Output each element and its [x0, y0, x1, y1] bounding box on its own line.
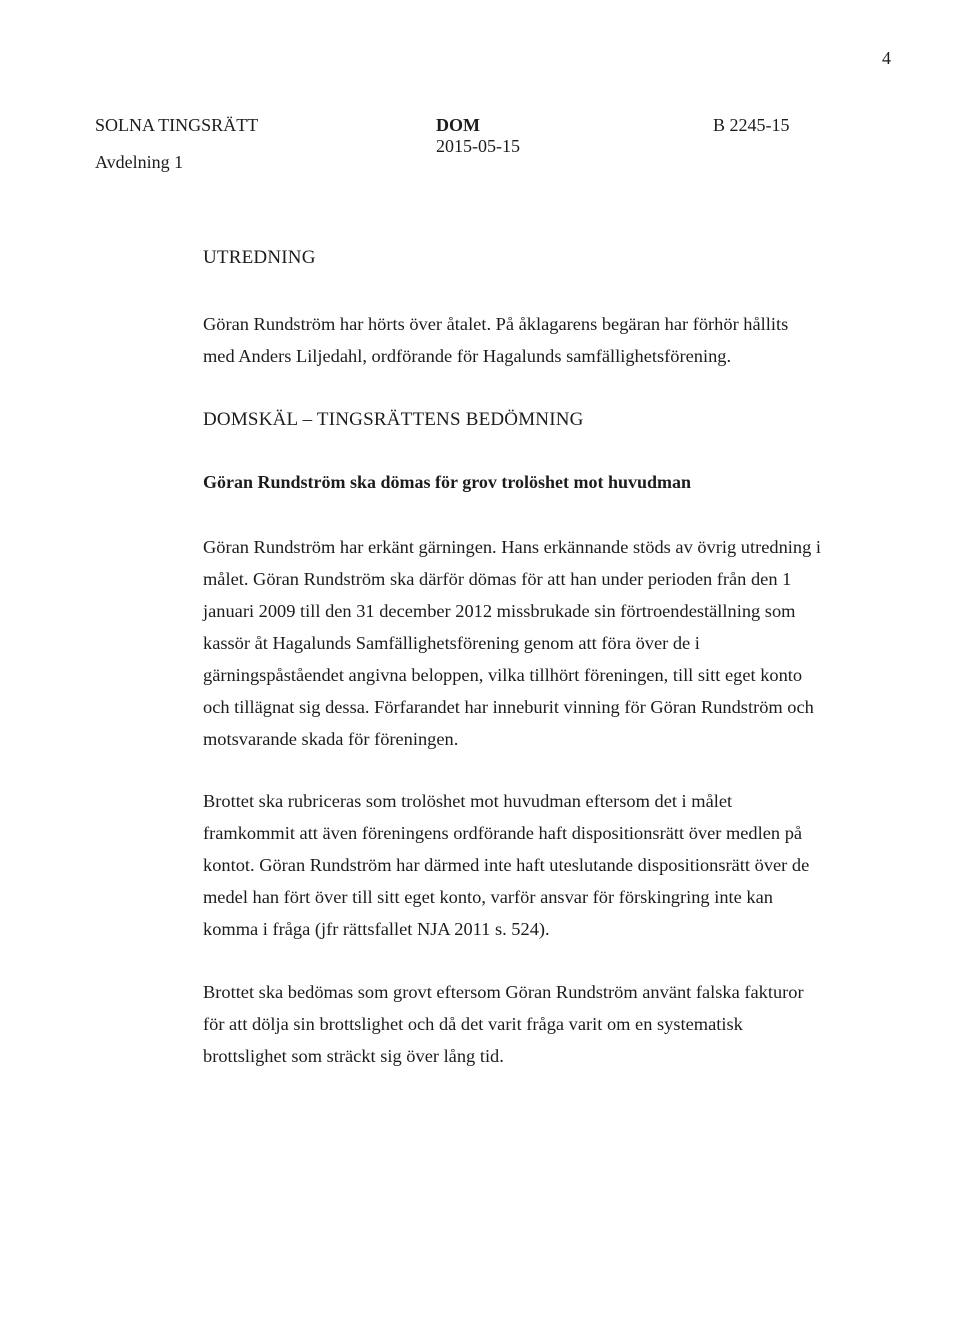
text-line: motsvarande skada för föreningen. [203, 729, 459, 749]
text-line: medel han fört över till sitt eget konto, varför ansvar för förskingring inte kan [203, 887, 773, 907]
document-type: DOM [436, 115, 480, 135]
text-line: januari 2009 till den 31 december 2012 missbrukade sin förtroendeställning som [203, 601, 796, 621]
domskal-subheading: Göran Rundström ska dömas för grov trolöshet mot huvudman [203, 472, 692, 492]
document-date: 2015-05-15 [436, 136, 520, 156]
text-line: brottslighet som sträckt sig över lång tid. [203, 1046, 504, 1066]
text-line: målet. Göran Rundström ska därför dömas för att han under perioden från den 1 [203, 569, 792, 589]
classification-paragraph [203, 785, 809, 945]
domskal-heading: DOMSKÄL – TINGSRÄTTENS BEDÖMNING [203, 409, 584, 430]
text-line: Göran Rundström har hörts över åtalet. På åklagarens begäran har förhör hållits [203, 314, 789, 334]
page-number: 4 [882, 48, 891, 68]
text-line: komma i fråga (jfr rättsfallet NJA 2011 s. 524). [203, 919, 550, 939]
text-line: kassör åt Hagalunds Samfällighetsförening genom att föra över de i [203, 633, 700, 653]
text-line: med Anders Liljedahl, ordförande för Hagalunds samfällighetsförening. [203, 346, 732, 366]
utredning-heading: UTREDNING [203, 247, 316, 268]
text-line: och tillägnat sig dessa. Förfarandet har inneburit vinning för Göran Rundström och [203, 697, 814, 717]
text-line: framkommit att även föreningens ordförande haft dispositionsrätt över medlen på [203, 823, 803, 843]
text-line: gärningspåståendet angivna beloppen, vilka tillhört föreningen, till sitt eget konto [203, 665, 803, 685]
text-line: Brottet ska rubriceras som trolöshet mot huvudman eftersom det i målet [203, 791, 733, 811]
division-label: Avdelning 1 [95, 152, 184, 172]
assessment-paragraph [203, 531, 821, 755]
text-line: Göran Rundström har erkänt gärningen. Hans erkännande stöds av övrig utredning i [203, 537, 821, 557]
utredning-paragraph [203, 308, 788, 372]
text-line: Brottet ska bedömas som grovt eftersom Göran Rundström använt falska fakturor [203, 982, 804, 1002]
text-line: kontot. Göran Rundström har därmed inte haft uteslutande dispositionsrätt över de [203, 855, 810, 875]
text-line: för att dölja sin brottslighet och då det varit fråga varit om en systematisk [203, 1014, 743, 1034]
case-number: B 2245-15 [713, 115, 790, 135]
severity-paragraph [203, 976, 804, 1072]
court-name: SOLNA TINGSRÄTT [95, 115, 259, 135]
